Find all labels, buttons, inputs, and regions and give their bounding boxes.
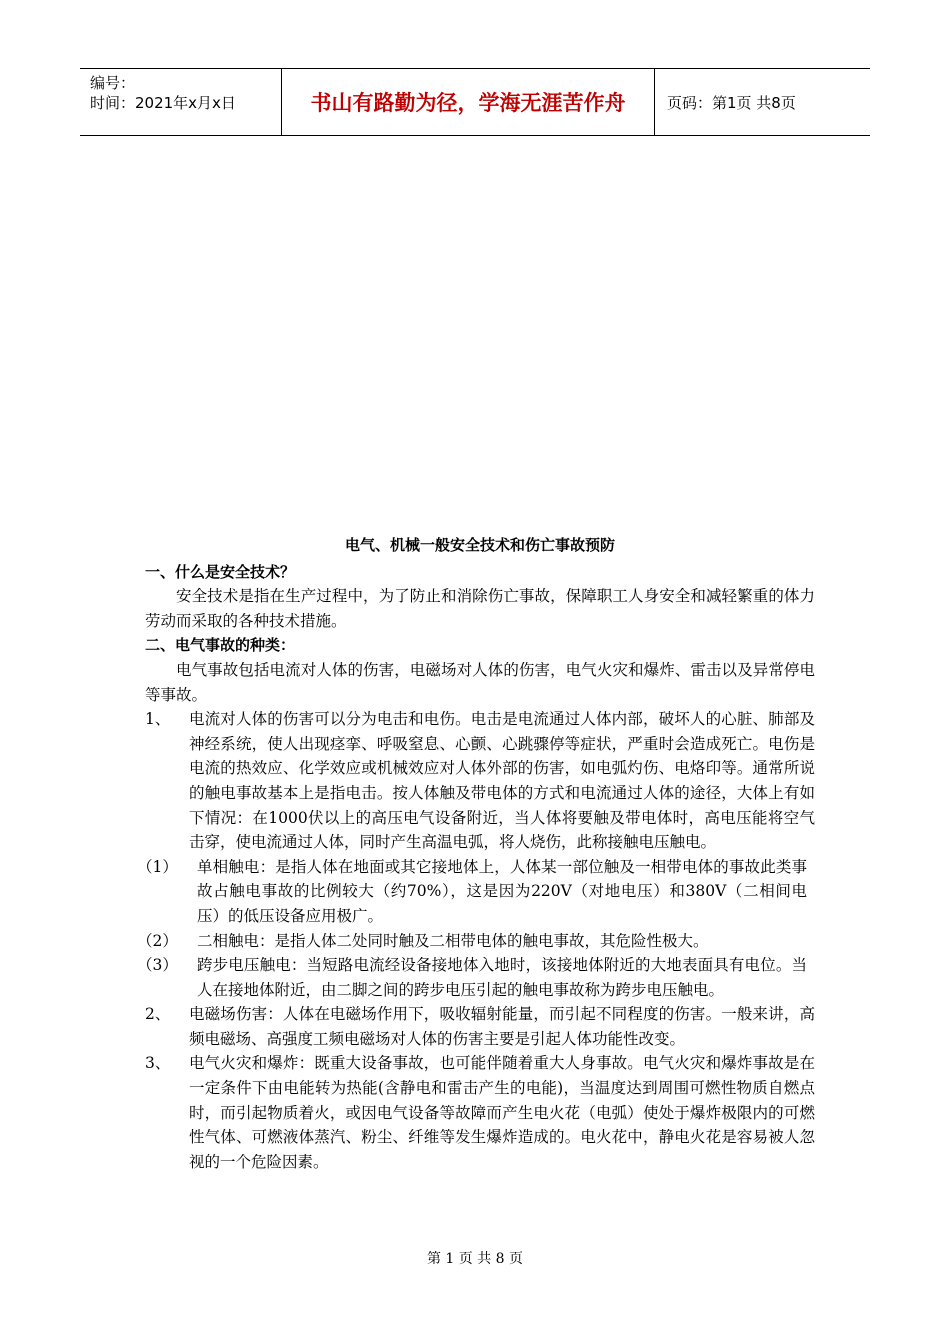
page-footer xyxy=(0,1248,950,1268)
sub-list-item-number: （3） xyxy=(137,956,178,975)
number-label: 编号： xyxy=(90,74,136,92)
header-table xyxy=(80,68,870,136)
sub-list-item xyxy=(137,929,807,954)
list-item-text: 电气火灾和爆炸：既重大设备事故，也可能伴随着重大人身事故。电气火灾和爆炸事故是在一定条件下由电能转为热能(含静电和雷击产生的电能)，当温度达到周围可燃性物质自燃点时，而引起物质着火，或因电气设备等故障而产生电火花（电弧）使处于爆炸极限内的可燃性气体、可燃液体蒸汽、粉尘、纤维等发生爆炸造成的。电火花中，静电火花是容易被人忽视的一个危险因素。 xyxy=(189,1054,815,1171)
document-title: 电气、机械一般安全技术和伤亡事故预防 xyxy=(344,536,615,554)
sub-list-item-number: （1） xyxy=(137,857,178,876)
sub-list-item xyxy=(137,953,807,1002)
paragraph: 安全技术是指在生产过程中，为了防止和消除伤亡事故，保障职工人身安全和减轻繁重的体力劳动而采取的各种技术措施。 xyxy=(145,587,815,630)
list-item xyxy=(145,1051,815,1174)
section-heading: 一、什么是安全技术？ xyxy=(145,562,296,581)
list-item-number: 2、 xyxy=(145,1005,171,1024)
document-body xyxy=(137,533,815,1174)
list-item xyxy=(145,707,815,855)
list-item-number: 3、 xyxy=(145,1054,171,1073)
list-item-text: 电流对人体的伤害可以分为电击和电伤。电击是电流通过人体内部，破坏人的心脏、肺部及神经系统，使人出现痉挛、呼吸窒息、心颤、心跳骤停等症状，严重时会造成死亡。电伤是电流的热效应、化学效应或机械效应对人体外部的伤害，如电弧灼伤、电烙印等。通常所说的触电事故基本上是指电击。按人体触及带电体的方式和电流通过人体的途径，大体上有如下情况：在1000伏以上的高压电气设备附近，当人体将要触及带电体时，高电压能将空气击穿，使电流通过人体，同时产生高温电弧，将人烧伤，此称接触电压触电。 xyxy=(189,710,815,852)
list-item-text: 电磁场伤害：人体在电磁场作用下，吸收辐射能量，而引起不同程度的伤害。一般来讲，高频电磁场、高强度工频电磁场对人体的伤害主要是引起人体功能性改变。 xyxy=(189,1005,815,1048)
sub-list-item-text: 二相触电：是指人体二处同时触及二相带电体的触电事故，其危险性极大。 xyxy=(197,931,709,950)
list-item xyxy=(145,1002,815,1051)
header-info-cell xyxy=(80,69,282,135)
time-label: 时间：2021年x月x日 xyxy=(90,94,236,112)
header-page-cell xyxy=(655,69,870,135)
sub-list-item xyxy=(137,855,807,929)
header-motto-cell xyxy=(282,69,655,135)
sub-list-item-text: 单相触电：是指人体在地面或其它接地体上，人体某一部位触及一相带电体的事故此类事故占触电事故的比例较大（约70%），这是因为220V（对地电压）和380V（二相间电压）的低压设备应用极广。 xyxy=(197,857,807,925)
list-item-number: 1、 xyxy=(145,710,171,729)
paragraph: 电气事故包括电流对人体的伤害，电磁场对人体的伤害，电气火灾和爆炸、雷击以及异常停电等事故。 xyxy=(145,660,815,704)
sub-list-item-number: （2） xyxy=(137,931,178,950)
footer-page-number: 第 1 页 共 8 页 xyxy=(426,1251,524,1267)
section-heading: 二、电气事故的种类： xyxy=(145,636,296,655)
sub-list-item-text: 跨步电压触电：当短路电流经设备接地体入地时，该接地体附近的大地表面具有电位。当人在接地体附近，由二脚之间的跨步电压引起的触电事故称为跨步电压触电。 xyxy=(197,956,807,999)
page-label: 页码：第1页 共8页 xyxy=(667,93,796,112)
motto-text: 书山有路勤为径，学海无涯苦作舟 xyxy=(310,91,626,115)
